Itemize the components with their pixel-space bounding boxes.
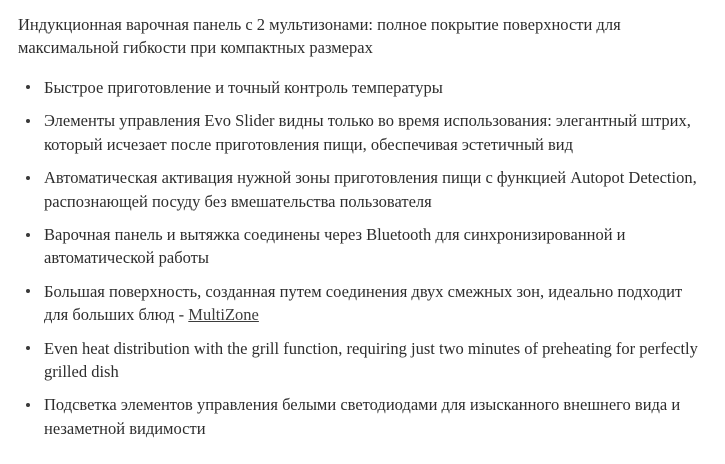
bullet-icon <box>26 85 30 89</box>
feature-text: Подсветка элементов управления белыми светодиодами для изысканного внешнего вида и незаметной видимости <box>44 395 681 438</box>
bullet-icon <box>26 346 30 350</box>
product-intro-text: Индукционная варочная панель с 2 мультизонами: полное покрытие поверхности для максимальной гибкости при компактных размерах <box>18 15 621 58</box>
feature-text: Even heat distribution with the grill function, requiring just two minutes of preheating for perfectly grilled dish <box>44 338 698 382</box>
bullet-icon <box>26 403 30 407</box>
list-item <box>18 166 707 213</box>
multizone-link[interactable]: MultiZone <box>188 305 259 325</box>
bullet-icon <box>26 289 30 293</box>
bullet-icon <box>26 176 30 180</box>
feature-text: Автоматическая активация нужной зоны приготовления пищи с функцией Autopot Detection, распознающей посуду без вмешательства пользователя <box>44 168 697 211</box>
bullet-icon <box>26 119 30 123</box>
list-item <box>18 223 707 270</box>
bullet-icon <box>26 233 30 237</box>
feature-text: Варочная панель и вытяжка соединены через Bluetooth для синхронизированной и автоматической работы <box>44 224 626 268</box>
list-item <box>18 337 707 384</box>
list-item <box>18 109 707 156</box>
feature-text: Быстрое приготовление и точный контроль температуры <box>44 77 443 97</box>
list-item <box>18 76 707 99</box>
list-item <box>18 280 707 327</box>
feature-text: Большая поверхность, созданная путем соединения двух смежных зон, идеально подходит для больших блюд - <box>44 281 683 325</box>
feature-text: Элементы управления Evo Slider видны только во время использования: элегантный штрих, который исчезает после приготовления пищи, обеспечивая эстетичный вид <box>44 111 691 154</box>
list-item <box>18 393 707 440</box>
feature-list <box>18 76 707 440</box>
